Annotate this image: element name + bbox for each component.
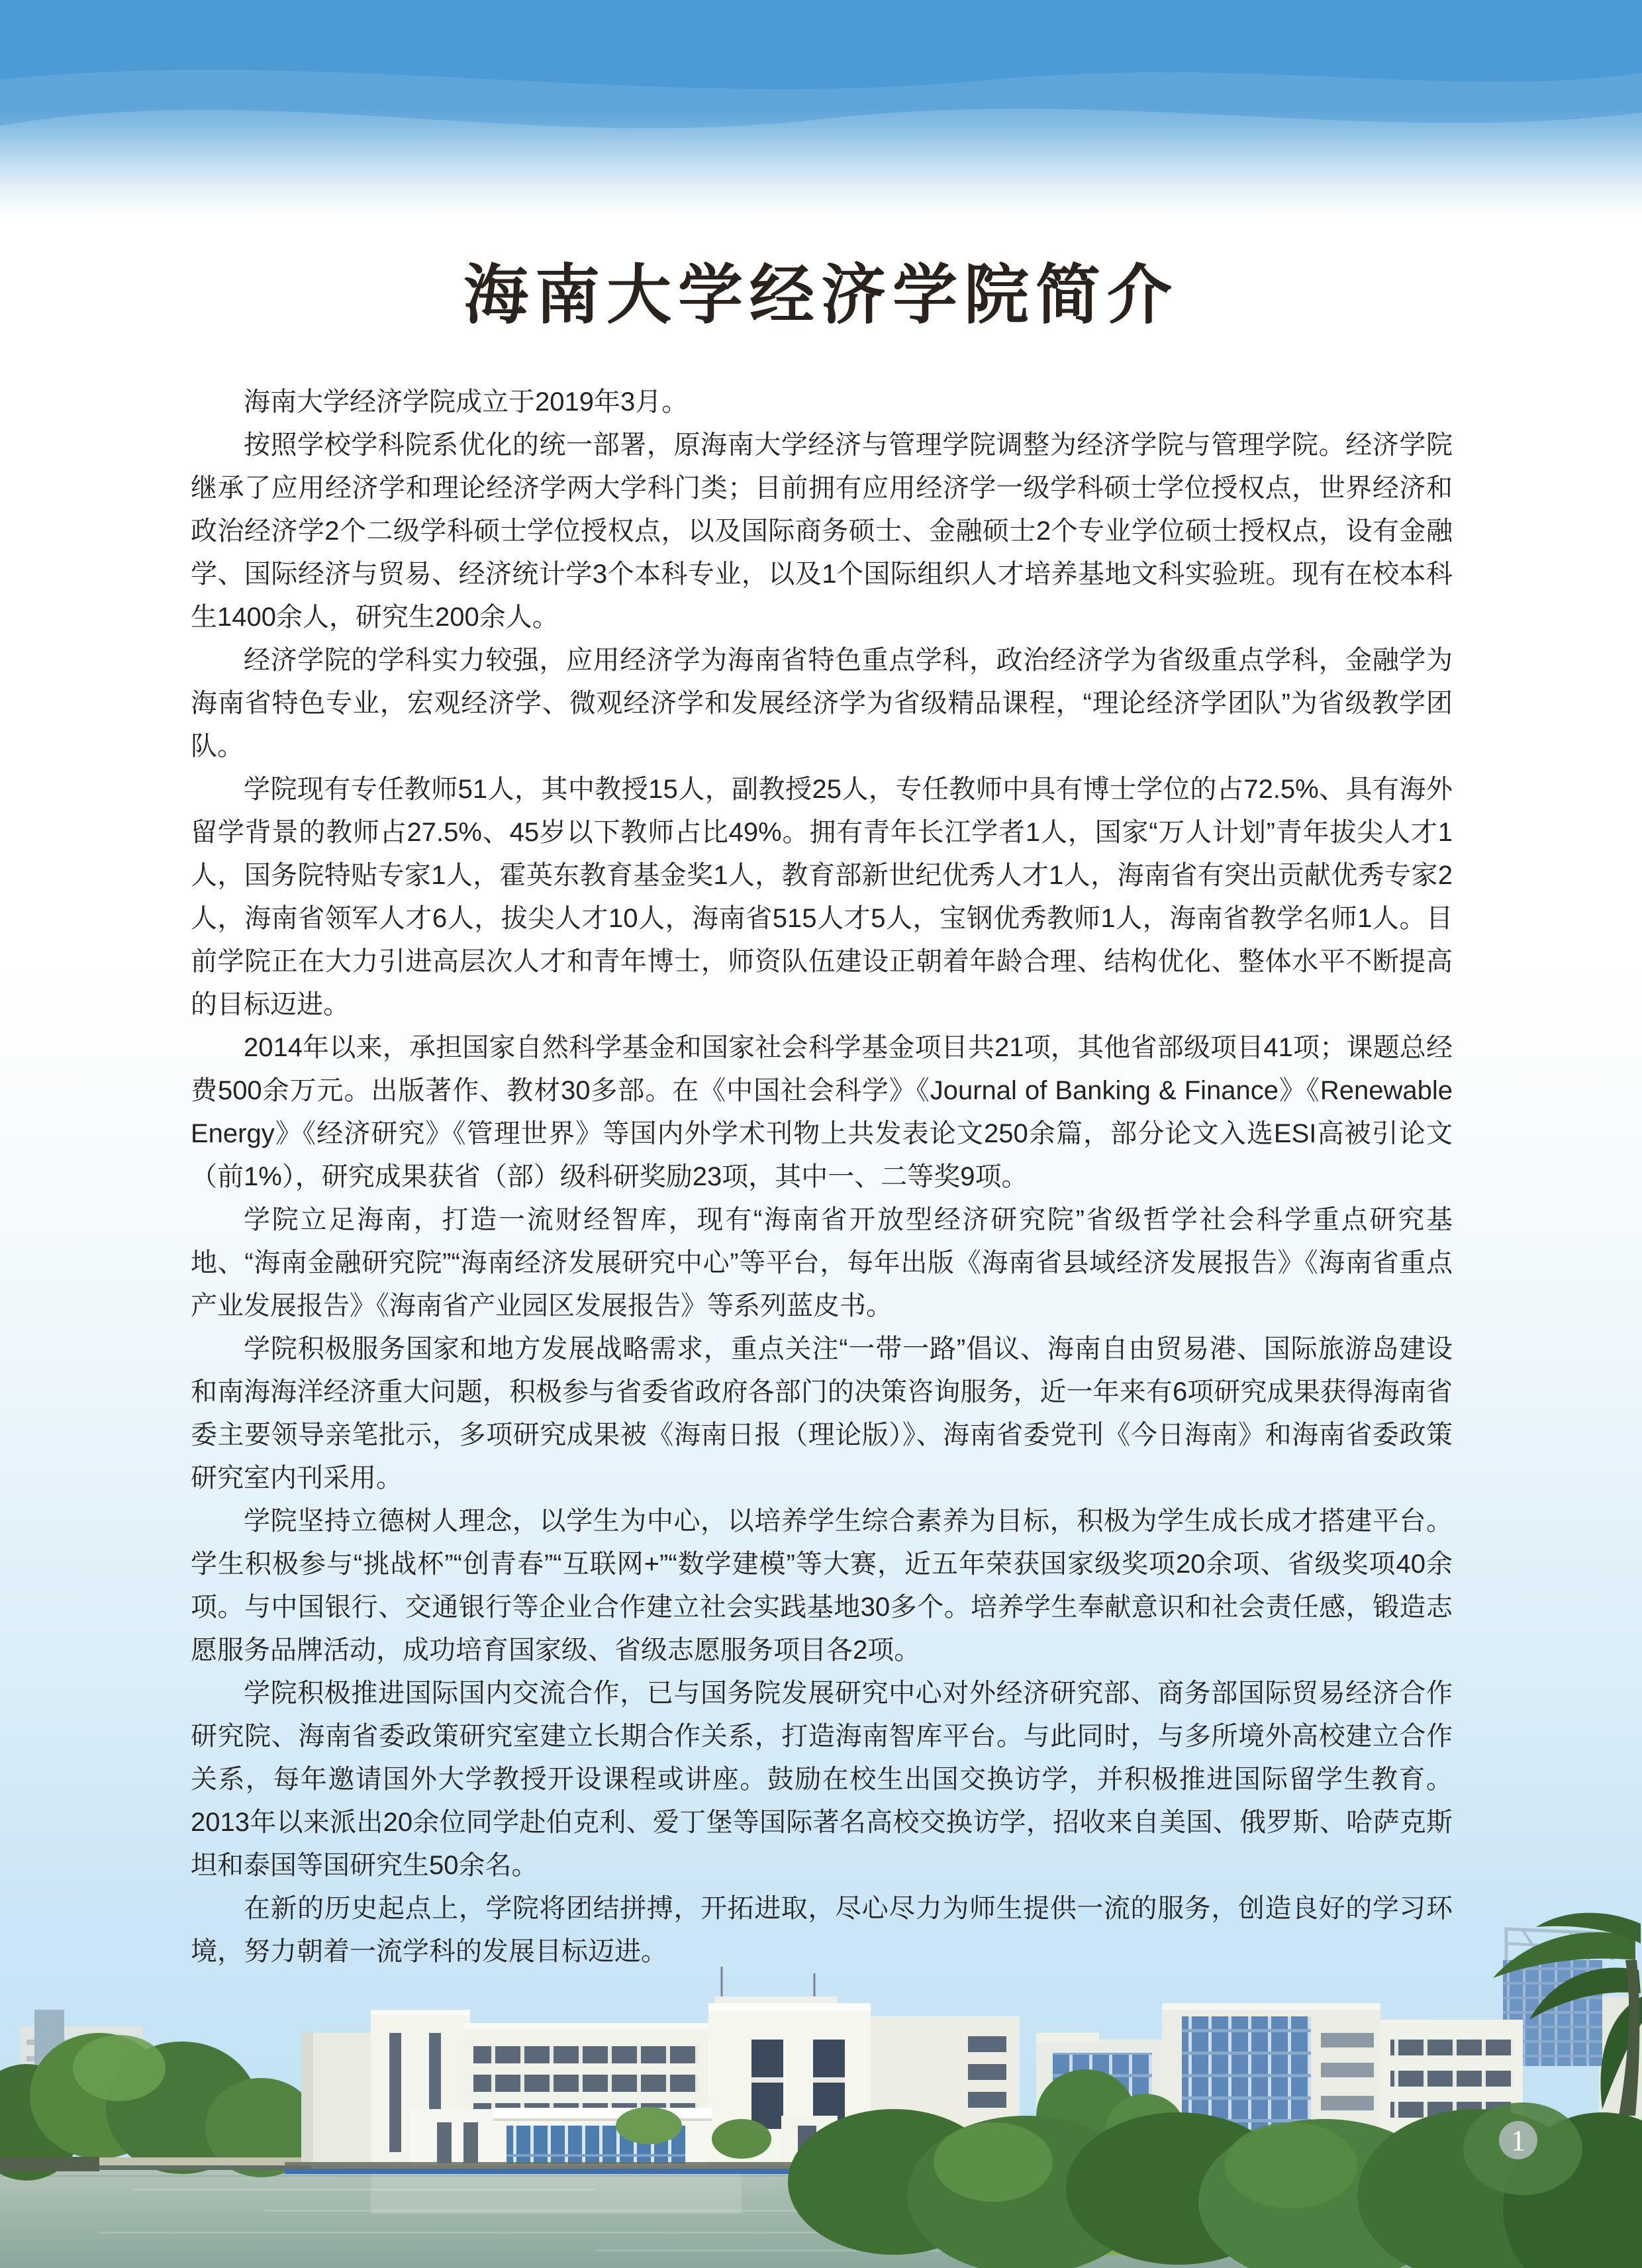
body-text	[191, 381, 1453, 1973]
header-sky-decoration	[0, 0, 1642, 225]
paragraph: 学院现有专任教师51人，其中教授15人，副教授25人，专任教师中具有博士学位的占72.5%、具有海外留学背景的教师占27.5%、45岁以下教师占比49%。拥有青年长江学者1人，国家“万人计划”青年拔尖人才1人，国务院特贴专家1人，霍英东教育基金奖1人，教育部新世纪优秀人才1人，海南省有突出贡献优秀专家2人，海南省领军人才6人，拔尖人才10人，海南省515人才5人，宝钢优秀教师1人，海南省教学名师1人。目前学院正在大力引进高层次人才和青年博士，师资队伍建设正朝着年龄合理、结构优化、整体水平不断提高的目标迈进。	[191, 775, 1453, 1019]
campus-photo	[0, 1897, 1642, 2268]
sky-wave-graphic	[0, 0, 1642, 225]
paragraph: 在新的历史起点上，学院将团结拼搏，开拓进取，尽心尽力为师生提供一流的服务，创造良好的学习环境，努力朝着一流学科的发展目标迈进。	[191, 1894, 1453, 1966]
page-number: 1	[1511, 2124, 1525, 2157]
paragraph: 海南大学经济学院成立于2019年3月。	[244, 387, 689, 417]
page-number-badge	[1499, 2121, 1537, 2159]
paragraph: 学院积极服务国家和地方发展战略需求，重点关注“一带一路”倡议、海南自由贸易港、国际旅游岛建设和南海海洋经济重大问题，积极参与省委省政府各部门的决策咨询服务，近一年来有6项研究成果获得海南省委主要领导亲笔批示，多项研究成果被《海南日报（理论版）》、海南省委党刊《今日海南》和海南省委政策研究室内刊采用。	[191, 1334, 1453, 1493]
paragraph: 2014年以来，承担国家自然科学基金和国家社会科学基金项目共21项，其他省部级项目41项；课题总经费500余万元。出版著作、教材30多部。在《中国社会科学》《Journal of Banking & Finance》《Renewable Energy》《经济研究》《管理世界》等国内外学术刊物上共发表论文250余篇，部分论文入选ESI高被引论文（前1%），研究成果获省（部）级科研奖励23项，其中一、二等奖9项。	[191, 1033, 1453, 1191]
paragraph: 学院积极推进国际国内交流合作，已与国务院发展研究中心对外经济研究部、商务部国际贸易经济合作研究院、海南省委政策研究室建立长期合作关系，打造海南智库平台。与此同时，与多所境外高校建立合作关系，每年邀请国外大学教授开设课程或讲座。鼓励在校生出国交换访学，并积极推进国际留学生教育。2013年以来派出20余位同学赴伯克利、爱丁堡等国际著名高校交换访学，招收来自美国、俄罗斯、哈萨克斯坦和泰国等国研究生50余名。	[191, 1679, 1453, 1880]
page-title: 海南大学经济学院简介	[463, 258, 1179, 331]
paragraph: 经济学院的学科实力较强，应用经济学为海南省特色重点学科，政治经济学为省级重点学科，金融学为海南省特色专业，宏观经济学、微观经济学和发展经济学为省级精品课程，“理论经济学团队”为省级教学团队。	[191, 646, 1453, 761]
campus-photo-graphic	[0, 1897, 1642, 2268]
paragraph: 学院坚持立德树人理念，以学生为中心，以培养学生综合素养为目标，积极为学生成长成才搭建平台。学生积极参与“挑战杯”“创青春”“互联网+”“数学建模”等大赛，近五年荣获国家级奖项20余项、省级奖项40余项。与中国银行、交通银行等企业合作建立社会实践基地30多个。培养学生奉献意识和社会责任感，锻造志愿服务品牌活动，成功培育国家级、省级志愿服务项目各2项。	[191, 1506, 1453, 1665]
paragraph: 按照学校学科院系优化的统一部署，原海南大学经济与管理学院调整为经济学院与管理学院。经济学院继承了应用经济学和理论经济学两大学科门类；目前拥有应用经济学一级学科硕士学位授权点，世界经济和政治经济学2个二级学科硕士学位授权点，以及国际商务硕士、金融硕士2个专业学位硕士授权点，设有金融学、国际经济与贸易、经济统计学3个本科专业，以及1个国际组织人才培养基地文科实验班。现有在校本科生1400余人，研究生200余人。	[191, 430, 1453, 632]
paragraph: 学院立足海南，打造一流财经智库，现有“海南省开放型经济研究院”省级哲学社会科学重点研究基地、“海南金融研究院”“海南经济发展研究中心”等平台，每年出版《海南省县域经济发展报告》《海南省重点产业发展报告》《海南省产业园区发展报告》等系列蓝皮书。	[191, 1205, 1453, 1320]
